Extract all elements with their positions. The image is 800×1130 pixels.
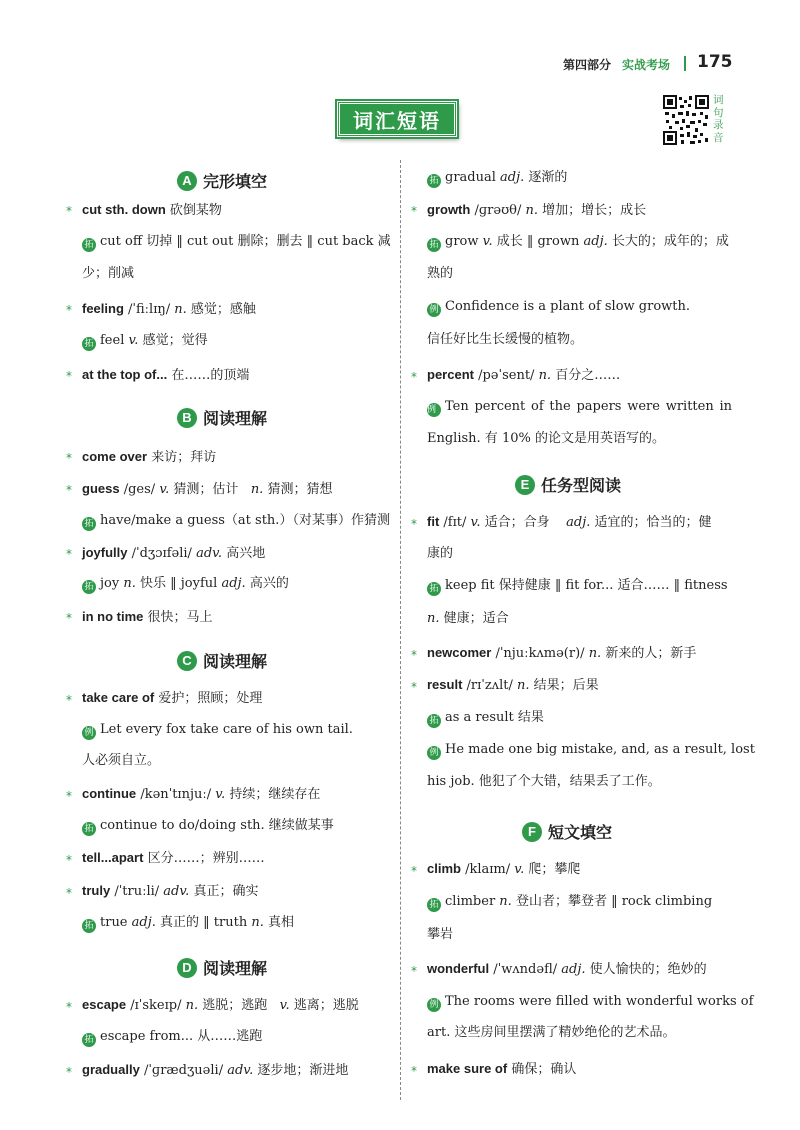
section-a-heading: A 完形填空	[177, 169, 267, 192]
ext-grow: 拓 grow v. 成长 ‖ grown adj. 长大的；成年的；成	[427, 234, 729, 252]
example-growth-zh: 信任好比生长缓慢的植物。	[427, 332, 584, 347]
star-icon: *	[411, 204, 417, 218]
extend-icon: 拓	[82, 238, 96, 252]
entry-climb: climb /klaɪm/ v. 爬；攀爬	[427, 861, 581, 877]
star-icon: *	[66, 1065, 72, 1079]
entry-wonderful: wonderful /ˈwʌndəfl/ adj. 使人愉快的；绝妙的	[427, 961, 707, 977]
ext-fit-cont: n. 健康；适合	[427, 611, 509, 626]
star-icon: *	[411, 964, 417, 978]
example-icon: 例	[82, 726, 96, 740]
star-icon: *	[66, 303, 72, 317]
entry-percent: percent /pəˈsent/ n. 百分之……	[427, 367, 621, 383]
entry-make-sure: make sure of 确保；确认	[427, 1061, 577, 1077]
ext-result: 拓 as a result 结果	[427, 710, 544, 728]
example-wonderful-cont: art. 这些房间里摆满了精妙绝伦的艺术品。	[427, 1025, 676, 1040]
example-care-zh: 人必须自立。	[82, 753, 161, 768]
ext-climb: 拓 climber n. 登山者；攀登者 ‖ rock climbing	[427, 894, 712, 912]
entry-fit-cont: 康的	[427, 546, 454, 561]
star-icon: *	[411, 864, 417, 878]
example-icon: 例	[427, 998, 441, 1012]
star-icon: *	[411, 680, 417, 694]
extend-icon: 拓	[82, 822, 96, 836]
example-growth: 例 Confidence is a plant of slow growth.	[427, 299, 690, 317]
ext-true: 拓 true adj. 真正的 ‖ truth n. 真相	[82, 915, 294, 933]
header-divider	[684, 56, 686, 71]
extend-icon: 拓	[82, 337, 96, 351]
section-e-heading: E 任务型阅读	[515, 473, 621, 496]
qr-label: 词 句 录 音	[713, 94, 724, 144]
entry-newcomer: newcomer /ˈnjuːkʌmə(r)/ n. 新来的人；新手	[427, 645, 697, 661]
entry-take-care: take care of 爱护；照顾；处理	[82, 690, 263, 706]
star-icon: *	[66, 547, 72, 561]
example-icon: 例	[427, 303, 441, 317]
entry-cut-down: cut sth. down 砍倒某物	[82, 202, 222, 218]
ext-fit: 拓 keep fit 保持健康 ‖ fit for... 适合…… ‖ fitness	[427, 578, 728, 596]
entry-guess: guess /ges/ v. 猜测；估计 n. 猜测；猜想	[82, 481, 333, 497]
ext-escape: 拓 escape from... 从……逃跑	[82, 1029, 262, 1047]
section-b-heading: B 阅读理解	[177, 406, 267, 429]
example-icon: 例	[427, 403, 441, 417]
vocab-banner	[337, 101, 457, 137]
extend-icon: 拓	[82, 517, 96, 531]
part-label: 第四部分	[563, 58, 612, 72]
ext-climb-cont: 攀岩	[427, 927, 454, 942]
banner-title: 词汇短语	[353, 108, 441, 133]
star-icon: *	[411, 648, 417, 662]
extend-icon: 拓	[427, 174, 441, 188]
entry-truly: truly /ˈtruːli/ adv. 真正；确实	[82, 883, 259, 899]
entry-gradually: gradually /ˈɡrædʒuəli/ adv. 逐步地；渐进地	[82, 1062, 349, 1078]
star-icon: *	[411, 517, 417, 531]
star-icon: *	[66, 204, 72, 218]
entry-top: at the top of... 在……的顶端	[82, 367, 250, 383]
star-icon: *	[66, 789, 72, 803]
ext-cut-cont: 少；削减	[82, 266, 135, 281]
qr-code[interactable]	[662, 94, 710, 146]
star-icon: *	[411, 1064, 417, 1078]
example-care: 例 Let every fox take care of his own tail.	[82, 722, 353, 740]
entry-growth: growth /ɡrəʊθ/ n. 增加；增长；成长	[427, 202, 647, 218]
section-d-heading: D 阅读理解	[177, 956, 267, 979]
entry-continue: continue /kənˈtɪnjuː/ v. 持续；继续存在	[82, 786, 321, 802]
star-icon: *	[66, 451, 72, 465]
extend-icon: 拓	[427, 898, 441, 912]
entry-escape: escape /ɪˈskeɪp/ n. 逃脱；逃跑 v. 逃离；逃脱	[82, 997, 359, 1013]
section-f-heading: F 短文填空	[522, 820, 612, 843]
entry-fit: fit /fɪt/ v. 适合；合身 adj. 适宜的；恰当的；健	[427, 514, 712, 530]
example-result-cont: his job. 他犯了个大错，结果丢了工作。	[427, 774, 661, 789]
entry-no-time: in no time 很快；马上	[82, 609, 213, 625]
page-number: 175	[697, 52, 733, 72]
star-icon: *	[66, 853, 72, 867]
section-label: 实战考场	[622, 58, 671, 72]
star-icon: *	[66, 369, 72, 383]
entry-tell-apart: tell...apart 区分……；辨别……	[82, 850, 265, 866]
column-divider	[400, 160, 401, 1100]
star-icon: *	[411, 370, 417, 384]
example-percent-cont: English. 有 10% 的论文是用英语写的。	[427, 431, 665, 446]
example-result: 例 He made one big mistake, and, as a result, lost	[427, 742, 755, 760]
extend-icon: 拓	[427, 582, 441, 596]
extend-icon: 拓	[427, 714, 441, 728]
entry-result: result /rɪˈzʌlt/ n. 结果；后果	[427, 677, 599, 693]
star-icon: *	[66, 693, 72, 707]
extend-icon: 拓	[82, 919, 96, 933]
example-percent: 例 Ten percent of the papers were written in	[427, 399, 732, 415]
star-icon: *	[66, 886, 72, 900]
ext-grow-cont: 熟的	[427, 266, 454, 281]
extend-icon: 拓	[82, 1033, 96, 1047]
entry-come-over: come over 来访；拜访	[82, 449, 217, 465]
ext-gradual: 拓 gradual adj. 逐渐的	[427, 170, 567, 188]
ext-continue: 拓 continue to do/doing sth. 继续做某事	[82, 818, 334, 836]
ext-feel: 拓 feel v. 感觉；觉得	[82, 333, 208, 351]
entry-feeling: feeling /ˈfiːlɪŋ/ n. 感觉；感触	[82, 301, 256, 317]
page-header	[0, 54, 800, 74]
ext-cut: 拓 cut off 切掉 ‖ cut out 删除；删去 ‖ cut back 减	[82, 234, 392, 252]
example-wonderful: 例 The rooms were filled with wonderful works of	[427, 994, 753, 1012]
example-icon: 例	[427, 746, 441, 760]
section-c-heading: C 阅读理解	[177, 649, 267, 672]
entry-joyfully: joyfully /ˈdʒɔɪfəli/ adv. 高兴地	[82, 545, 266, 561]
ext-joy: 拓 joy n. 快乐 ‖ joyful adj. 高兴的	[82, 576, 289, 594]
star-icon: *	[66, 611, 72, 625]
star-icon: *	[66, 1000, 72, 1014]
ext-guess: 拓 have/make a guess（at sth.）（对某事）作猜测	[82, 513, 390, 531]
extend-icon: 拓	[427, 238, 441, 252]
star-icon: *	[66, 483, 72, 497]
extend-icon: 拓	[82, 580, 96, 594]
